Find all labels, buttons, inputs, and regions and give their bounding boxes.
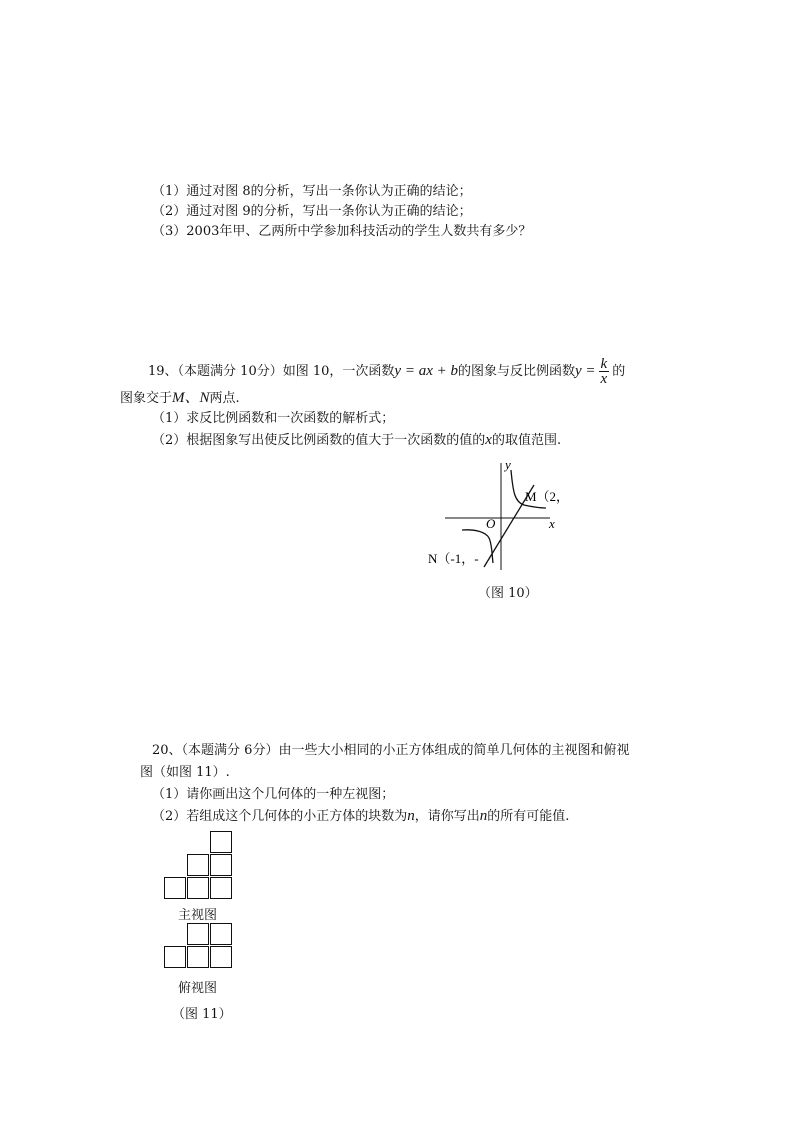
q20-item2-b: ，请你写出 xyxy=(414,809,480,824)
q19-score: （本题满分 10分） xyxy=(177,364,283,379)
q20-stem-line-1: 20、（本题满分 6分）由一些大小相同的小正方体组成的简单几何体的主视图和俯视 xyxy=(152,743,630,758)
front-view-cell xyxy=(164,877,186,899)
q20-stem-line-2: 图（如图 11）. xyxy=(140,765,230,780)
front-view-cell xyxy=(210,831,232,853)
q19-intro-c: 的 xyxy=(612,364,626,379)
q18-item-1: （1）通过对图 8的分析，写出一条你认为正确的结论； xyxy=(152,184,472,199)
q19-stem-line-2 xyxy=(120,389,240,408)
top-view-cell xyxy=(164,946,186,968)
q19-item-1: （1）求反比例函数和一次函数的解析式； xyxy=(152,411,395,426)
q20-item2-c: 的所有可能值. xyxy=(487,809,570,824)
q19-line2-a: 图象交于 xyxy=(120,391,173,406)
q19-stem-line-1 xyxy=(148,356,625,387)
q19-points: M、N xyxy=(172,390,210,406)
q20-item2-var: n xyxy=(407,808,415,824)
front-view-cell xyxy=(187,854,209,876)
top-view-cell xyxy=(187,923,209,945)
q20-item2-var2: n xyxy=(479,808,488,824)
q19-inverse-fraction xyxy=(599,357,610,386)
q19-linear-function: y = ax + b xyxy=(394,363,458,379)
top-view-label: 俯视图 xyxy=(178,981,218,996)
q19-item2-var: x xyxy=(485,432,492,448)
front-view-cell xyxy=(187,877,209,899)
front-view-grid xyxy=(164,831,234,901)
top-view-cell xyxy=(210,923,232,945)
q20-item2-a: （2）若组成这个几何体的小正方体的块数为 xyxy=(152,809,408,824)
front-view-cell xyxy=(210,854,232,876)
figure-10 xyxy=(420,455,620,580)
point-m-label: M（2， xyxy=(525,489,570,504)
q19-line2-b: 两点. xyxy=(209,391,240,406)
top-view-cell xyxy=(187,946,209,968)
top-view-grid xyxy=(164,923,234,970)
front-view-label: 主视图 xyxy=(178,908,218,923)
q20-item-1: （1）请你画出这个几何体的一种左视图； xyxy=(152,787,395,802)
q20-item-2 xyxy=(152,807,569,826)
q19-item2-a: （2）根据图象写出使反比例函数的值大于一次函数的值的 xyxy=(152,433,486,448)
q18-item-3: （3）2003年甲、乙两所中学参加科技活动的学生人数共有多少？ xyxy=(152,224,532,239)
axis-x-label: x xyxy=(549,516,555,531)
q19-fraction-denominator: x xyxy=(600,371,608,387)
origin-label: O xyxy=(486,516,496,531)
top-view-cell xyxy=(210,946,232,968)
q19-fraction-numerator: k xyxy=(600,356,608,372)
figure-11-caption: （图 11） xyxy=(172,1007,232,1022)
q18-item-2: （2）通过对图 9的分析，写出一条你认为正确的结论； xyxy=(152,204,472,219)
point-n-label: N（-1，- xyxy=(428,551,479,566)
front-view-cell xyxy=(210,877,232,899)
q19-number: 19、 xyxy=(148,364,178,379)
q19-intro-b: 的图象与反比例函数 xyxy=(457,364,575,379)
q19-inverse-lhs: y = xyxy=(575,363,596,379)
q19-item-2 xyxy=(152,431,561,450)
figure-10-caption: （图 10） xyxy=(478,586,538,601)
q19-intro-a: 如图 10，一次函数 xyxy=(282,364,395,379)
axis-y-label: y xyxy=(505,457,511,472)
q19-item2-b: 的取值范围. xyxy=(491,433,562,448)
